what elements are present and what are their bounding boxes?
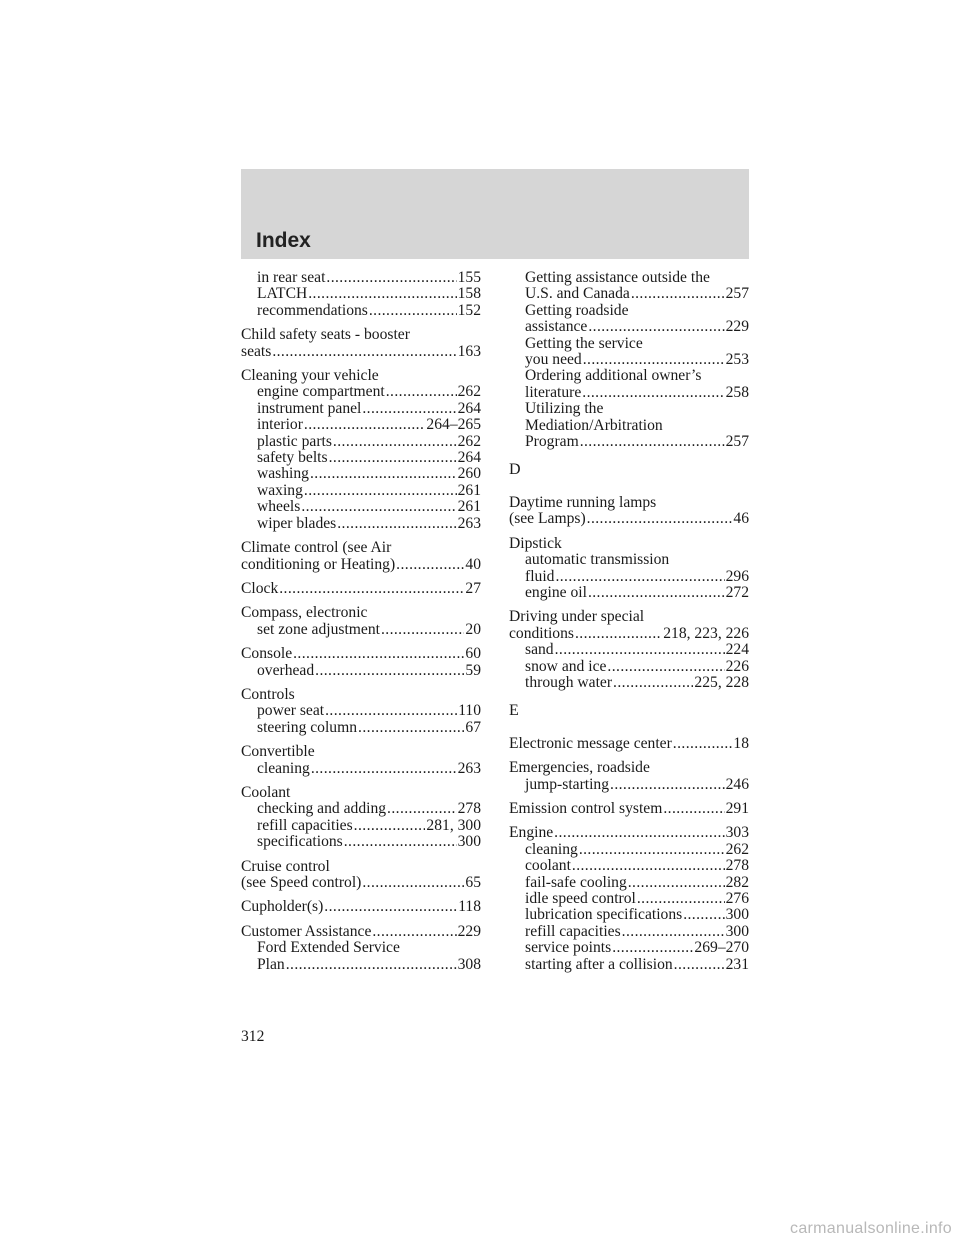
- index-subentry: [241, 466, 481, 482]
- dot-leader: [310, 466, 457, 482]
- index-subentry: [509, 924, 749, 940]
- entry-page-ref: 282: [725, 873, 749, 891]
- entry-page-ref: 264–265: [426, 416, 481, 434]
- entry-text: idle speed control: [525, 890, 636, 907]
- dot-leader: [362, 401, 456, 417]
- entry-page-ref: 300: [725, 922, 749, 940]
- dot-leader: [315, 663, 464, 679]
- entry-page-ref: 60: [465, 645, 481, 663]
- entry-text: engine compartment: [257, 383, 385, 401]
- index-subentry: [509, 270, 749, 286]
- entry-text: Daytime running lamps: [509, 493, 657, 511]
- index-entry: [241, 605, 481, 621]
- entry-text: Climate control (see Air: [241, 539, 392, 557]
- entry-page-ref: 218, 223, 226: [663, 624, 749, 642]
- index-subentry: [241, 818, 481, 834]
- index-entry: [509, 495, 749, 511]
- dot-leader: [372, 924, 456, 940]
- index-subentry: [509, 434, 749, 450]
- index-entry: [241, 581, 481, 597]
- entry-text: Child safety seats - booster: [241, 326, 410, 344]
- index-subentry: [509, 401, 749, 417]
- dot-leader: [272, 344, 456, 360]
- dot-leader: [326, 270, 456, 286]
- entry-text: interior: [257, 416, 303, 434]
- entry-page-ref: 278: [725, 857, 749, 875]
- entry-page-ref: 260: [457, 465, 481, 483]
- entry-text: set zone adjustment: [257, 620, 380, 638]
- dot-leader: [637, 891, 725, 907]
- index-entry: [509, 536, 749, 552]
- dot-leader: [324, 899, 457, 915]
- entry-page-ref: 65: [465, 874, 481, 891]
- entry-page-ref: 272: [725, 583, 749, 601]
- dot-leader: [358, 720, 464, 736]
- entry-page-ref: 110: [458, 702, 481, 720]
- entry-page-ref: 18: [733, 734, 749, 752]
- dot-leader: [575, 626, 662, 642]
- page-title: Index: [256, 229, 311, 252]
- entry-text: conditioning or Heating): [241, 555, 396, 573]
- dot-leader: [362, 875, 464, 891]
- index-subentry: [509, 659, 749, 675]
- entry-text: U.S. and Canada: [525, 285, 630, 303]
- index-entry: [241, 646, 481, 662]
- index-entry: [509, 511, 749, 527]
- entry-page-ref: 263: [457, 759, 481, 777]
- entry-text: fluid: [525, 567, 555, 585]
- index-subentry: [241, 801, 481, 817]
- index-entry: [241, 540, 481, 556]
- entry-text: engine oil: [525, 583, 587, 601]
- dot-leader: [622, 924, 725, 940]
- entry-text: in rear seat: [257, 269, 326, 286]
- entry-page-ref: 261: [457, 498, 481, 516]
- entry-text: Customer Assistance: [241, 922, 372, 940]
- dot-leader: [337, 516, 456, 532]
- index-subentry: [241, 417, 481, 433]
- entry-page-ref: 269–270: [694, 939, 749, 957]
- entry-text: Ford Extended Service: [257, 939, 400, 957]
- entry-text: fail-safe cooling: [525, 873, 627, 891]
- entry-page-ref: 264: [457, 399, 481, 417]
- dot-leader: [580, 434, 725, 450]
- dot-leader: [579, 842, 725, 858]
- dot-leader: [631, 286, 725, 302]
- dot-leader: [293, 646, 464, 662]
- entry-text: overhead: [257, 661, 315, 679]
- dot-leader: [583, 352, 725, 368]
- entry-text: specifications: [257, 833, 343, 851]
- entry-text: steering column: [257, 718, 358, 736]
- index-subentry: [241, 303, 481, 319]
- entry-page-ref: 246: [725, 775, 749, 793]
- index-subentry: [509, 552, 749, 568]
- entry-text: Dipstick: [509, 534, 562, 552]
- index-column-left: [241, 270, 481, 973]
- entry-text: Emergencies, roadside: [509, 759, 650, 777]
- entry-page-ref: 278: [457, 800, 481, 818]
- entry-text: Getting roadside: [525, 301, 629, 319]
- index-subentry: [241, 834, 481, 850]
- dot-leader: [673, 736, 733, 752]
- entry-text: Emission control system: [509, 799, 663, 817]
- index-subentry: [241, 663, 481, 679]
- index-subentry: [241, 516, 481, 532]
- entry-text: plastic parts: [257, 432, 332, 450]
- dot-leader: [582, 385, 724, 401]
- dot-leader: [354, 818, 426, 834]
- entry-text: instrument panel: [257, 399, 362, 417]
- entry-text: refill capacities: [257, 816, 353, 834]
- dot-leader: [304, 483, 457, 499]
- section-letter: E: [509, 702, 519, 720]
- entry-text: washing: [257, 465, 309, 483]
- dot-leader: [554, 825, 724, 841]
- dot-leader: [612, 940, 693, 956]
- entry-page-ref: 158: [457, 285, 481, 303]
- index-entry: [241, 687, 481, 703]
- index-entry: [509, 825, 749, 841]
- entry-text: Utilizing the: [525, 400, 604, 418]
- entry-text: Getting assistance outside the: [525, 269, 710, 286]
- dot-leader: [301, 499, 456, 515]
- index-entry: [509, 609, 749, 625]
- index-entry: [509, 801, 749, 817]
- dot-leader: [311, 761, 457, 777]
- entry-text: coolant: [525, 857, 571, 875]
- entry-page-ref: 281, 300: [426, 816, 481, 834]
- entry-text: jump-starting: [525, 775, 610, 793]
- entry-text: LATCH: [257, 285, 308, 303]
- index-subentry: [509, 319, 749, 335]
- index-subentry: [241, 384, 481, 400]
- entry-page-ref: 155: [457, 269, 481, 286]
- index-subentry: [509, 585, 749, 601]
- dot-leader: [304, 417, 426, 433]
- index-entry: [241, 785, 481, 801]
- index-subentry: [509, 642, 749, 658]
- index-entry: [509, 760, 749, 776]
- index-entry: [509, 736, 749, 752]
- dot-leader: [386, 384, 457, 400]
- entry-page-ref: 296: [725, 567, 749, 585]
- index-subentry: [241, 286, 481, 302]
- entry-page-ref: 264: [457, 449, 481, 467]
- entry-text: Program: [525, 433, 579, 451]
- entry-page-ref: 118: [458, 898, 481, 916]
- entry-text: Cleaning your vehicle: [241, 367, 379, 385]
- entry-text: power seat: [257, 702, 325, 720]
- entry-text: checking and adding: [257, 800, 387, 818]
- index-subentry: [509, 418, 749, 434]
- dot-leader: [333, 434, 457, 450]
- entry-page-ref: 40: [465, 555, 481, 573]
- index-subentry: [509, 875, 749, 891]
- entry-text: Controls: [241, 685, 295, 703]
- entry-text: safety belts: [257, 449, 328, 467]
- entry-text: through water: [525, 673, 613, 691]
- index-subentry: [509, 336, 749, 352]
- index-subentry: [509, 777, 749, 793]
- entry-page-ref: 262: [725, 840, 749, 858]
- index-subentry: [241, 270, 481, 286]
- header-band: [241, 169, 749, 259]
- entry-page-ref: 225, 228: [694, 673, 749, 691]
- entry-page-ref: 303: [725, 824, 749, 842]
- index-subentry: [509, 569, 749, 585]
- entry-text: sand: [525, 641, 554, 659]
- index-entry: [241, 924, 481, 940]
- index-entry: [509, 626, 749, 642]
- index-subentry: [241, 957, 481, 973]
- entry-page-ref: 253: [725, 351, 749, 369]
- entry-page-ref: 20: [465, 620, 481, 638]
- entry-page-ref: 308: [457, 955, 481, 973]
- entry-text: wiper blades: [257, 514, 337, 532]
- index-subentry: [509, 303, 749, 319]
- entry-text: Compass, electronic: [241, 604, 368, 622]
- dot-leader: [628, 875, 725, 891]
- dot-leader: [607, 659, 724, 675]
- entry-page-ref: 261: [457, 481, 481, 499]
- index-entry: [241, 557, 481, 573]
- dot-leader: [572, 858, 725, 874]
- entry-text: snow and ice: [525, 657, 607, 675]
- index-entry: [241, 875, 481, 891]
- dot-leader: [613, 675, 693, 691]
- index-subentry: [241, 703, 481, 719]
- entry-page-ref: 276: [725, 890, 749, 907]
- index-subentry: [241, 720, 481, 736]
- index-entry: [241, 327, 481, 343]
- index-subentry: [509, 907, 749, 923]
- entry-page-ref: 152: [457, 301, 481, 319]
- entry-page-ref: 262: [457, 383, 481, 401]
- entry-text: service points: [525, 939, 612, 957]
- entry-text: cleaning: [525, 840, 578, 858]
- entry-page-ref: 291: [725, 799, 749, 817]
- index-subentry: [509, 675, 749, 691]
- dot-leader: [344, 834, 457, 850]
- index-entry: [241, 344, 481, 360]
- entry-text: Plan: [257, 955, 285, 973]
- entry-page-ref: 27: [465, 579, 481, 597]
- index-entry: [241, 899, 481, 915]
- index-subentry: [509, 940, 749, 956]
- index-subentry: [509, 368, 749, 384]
- index-entry: [241, 368, 481, 384]
- entry-text: cleaning: [257, 759, 310, 777]
- index-subentry: [241, 401, 481, 417]
- entry-page-ref: 46: [733, 510, 749, 528]
- dot-leader: [325, 703, 457, 719]
- index-subentry: [241, 483, 481, 499]
- entry-page-ref: 67: [465, 718, 481, 736]
- entry-page-ref: 263: [457, 514, 481, 532]
- index-subentry: [509, 352, 749, 368]
- dot-leader: [369, 303, 457, 319]
- dot-leader: [683, 907, 724, 923]
- entry-page-ref: 224: [725, 641, 749, 659]
- dot-leader: [555, 569, 724, 585]
- entry-page-ref: 231: [725, 955, 749, 973]
- entry-text: Convertible: [241, 743, 315, 761]
- entry-page-ref: 257: [725, 433, 749, 451]
- dot-leader: [610, 777, 725, 793]
- dot-leader: [387, 801, 457, 817]
- entry-page-ref: 258: [725, 383, 749, 401]
- entry-text: waxing: [257, 481, 303, 499]
- entry-text: wheels: [257, 498, 301, 516]
- index-subentry: [509, 858, 749, 874]
- entry-page-ref: 229: [457, 922, 481, 940]
- index-subentry: [241, 940, 481, 956]
- entry-page-ref: 262: [457, 432, 481, 450]
- entry-page-ref: 300: [725, 906, 749, 924]
- dot-leader: [279, 581, 464, 597]
- dot-leader: [588, 585, 725, 601]
- entry-text: recommendations: [257, 301, 368, 319]
- dot-leader: [396, 557, 464, 573]
- entry-text: Ordering additional owner’s: [525, 367, 702, 385]
- dot-leader: [663, 801, 724, 817]
- watermark: carmanualsonline.info: [790, 1220, 952, 1237]
- index-column-right: [509, 270, 749, 973]
- entry-text: Console: [241, 645, 293, 663]
- entry-text: starting after a collision: [525, 955, 673, 973]
- entry-text: lubrication specifications: [525, 906, 683, 924]
- dot-leader: [674, 957, 725, 973]
- index-subentry: [509, 385, 749, 401]
- entry-text: conditions: [509, 624, 574, 642]
- entry-text: Clock: [241, 579, 279, 597]
- index-subentry: [509, 891, 749, 907]
- index-subentry: [241, 499, 481, 515]
- entry-text: Electronic message center: [509, 734, 672, 752]
- dot-leader: [588, 319, 724, 335]
- entry-text: you need: [525, 351, 582, 369]
- entry-text: refill capacities: [525, 922, 621, 940]
- index-subentry: [241, 434, 481, 450]
- dot-leader: [329, 450, 457, 466]
- index-entry: [241, 859, 481, 875]
- entry-page-ref: 59: [465, 661, 481, 679]
- index-subentry: [241, 761, 481, 777]
- dot-leader: [555, 642, 725, 658]
- entry-text: Driving under special: [509, 608, 645, 626]
- entry-text: Getting the service: [525, 334, 643, 352]
- entry-text: Engine: [509, 824, 554, 842]
- entry-text: Mediation/Arbitration: [525, 416, 663, 434]
- entry-text: Cupholder(s): [241, 898, 324, 916]
- entry-text: assistance: [525, 318, 588, 336]
- index-subentry: [509, 286, 749, 302]
- entry-text: automatic transmission: [525, 551, 670, 569]
- page-number: 312: [241, 1028, 265, 1045]
- entry-text: literature: [525, 383, 582, 401]
- entry-page-ref: 163: [457, 342, 481, 360]
- entry-page-ref: 300: [457, 833, 481, 851]
- entry-text: (see Lamps): [509, 510, 586, 528]
- index-subentry: [509, 957, 749, 973]
- index-subentry: [241, 622, 481, 638]
- entry-text: Cruise control: [241, 857, 330, 875]
- dot-leader: [381, 622, 464, 638]
- entry-page-ref: 226: [725, 657, 749, 675]
- dot-leader: [286, 957, 457, 973]
- index-subentry: [241, 450, 481, 466]
- entry-text: (see Speed control): [241, 874, 362, 891]
- dot-leader: [587, 511, 733, 527]
- entry-text: seats: [241, 342, 272, 360]
- index-entry: [241, 744, 481, 760]
- entry-page-ref: 229: [725, 318, 749, 336]
- entry-text: Coolant: [241, 783, 291, 801]
- entry-page-ref: 257: [725, 285, 749, 303]
- section-letter: D: [509, 461, 521, 479]
- dot-leader: [308, 286, 456, 302]
- index-subentry: [509, 842, 749, 858]
